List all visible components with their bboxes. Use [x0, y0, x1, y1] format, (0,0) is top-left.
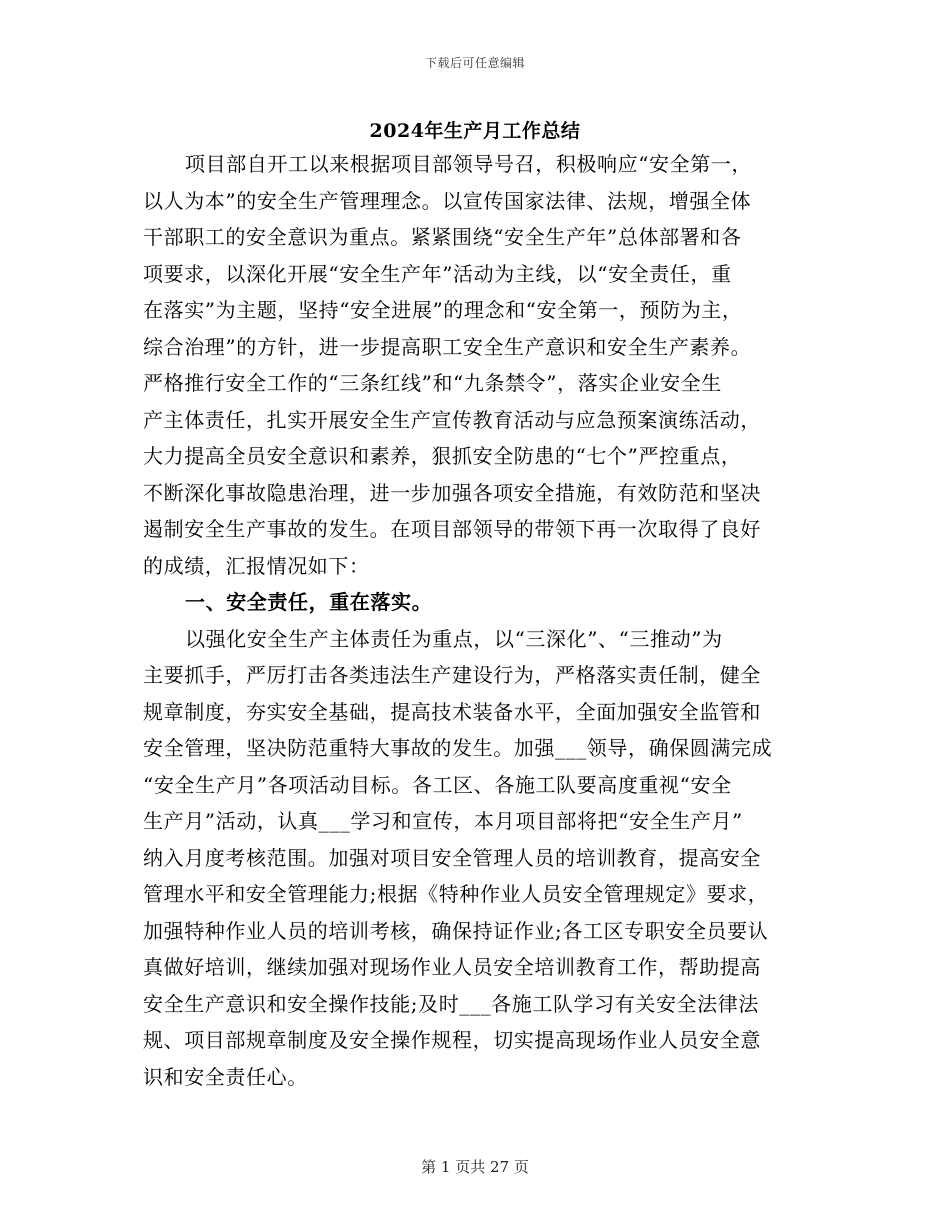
- paragraph-line: 识和安全责任心。: [143, 1064, 308, 1089]
- paragraph-line: 安全生产意识和安全操作技能;及时___各施工队学习有关安全法律法: [143, 991, 759, 1016]
- paragraph-line: 项要求，以深化开展“安全生产年”活动为主线，以“安全责任，重: [143, 261, 732, 286]
- page-footer: 第 1 页共 27 页: [421, 1158, 529, 1176]
- paragraph-line: 的成绩，汇报情况如下：: [143, 553, 370, 578]
- paragraph-line: 生产月”活动，认真___学习和宣传，本月项目部将把“安全生产月”: [143, 809, 743, 833]
- paragraph-line: 在落实”为主题，坚持“安全进展”的理念和“安全第一，预防为主，: [143, 298, 743, 322]
- document-title: 2024年生产月工作总结: [369, 120, 581, 142]
- paragraph-line: 产主体责任，扎实开展安全生产宣传教育活动与应急预案演练活动，: [143, 407, 761, 432]
- paragraph-line: 规、项目部规章制度及安全操作规程，切实提高现场作业人员安全意: [143, 1028, 761, 1052]
- paragraph-line: 以人为本”的安全生产管理理念。以宣传国家法律、法规，增强全体: [143, 188, 752, 213]
- paragraph-line: 遏制安全生产事故的发生。在项目部领导的带领下再一次取得了良好: [143, 517, 761, 541]
- paragraph-line: 加强特种作业人员的培训考核，确保持证作业;各工区专职安全员要认: [143, 918, 769, 943]
- paragraph-line: 不断深化事故隐患治理，进一步加强各项安全措施，有效防范和坚决: [143, 480, 761, 505]
- paragraph-line: 大力提高全员安全意识和素养，狠抓安全防患的“七个”严控重点，: [143, 444, 742, 468]
- section-heading: 一、安全责任，重在落实。: [185, 590, 433, 614]
- paragraph-line: 规章制度，夯实安全基础，提高技术装备水平，全面加强安全监管和: [143, 699, 761, 724]
- paragraph-line: 综合治理”的方针，进一步提高职工安全生产意识和安全生产素养。: [143, 334, 752, 359]
- paragraph-line: 纳入月度考核范围。加强对项目安全管理人员的培训教育，提高安全: [143, 845, 761, 870]
- paragraph-line: 管理水平和安全管理能力;根据《特种作业人员安全管理规定》要求，: [143, 882, 769, 906]
- paragraph-line: 主要抓手，严厉打击各类违法生产建设行为，严格落实责任制，健全: [143, 663, 761, 687]
- paragraph-line: “安全生产月”各项活动目标。各工区、各施工队要高度重视“安全: [143, 772, 732, 797]
- paragraph-line: 干部职工的安全意识为重点。紧紧围绕“安全生产年”总体部署和各: [143, 225, 742, 249]
- paragraph-line: 真做好培训，继续加强对现场作业人员安全培训教育工作，帮助提高: [143, 955, 761, 979]
- paragraph-line: 以强化安全生产主体责任为重点，以“三深化”、“三推动”为: [185, 626, 723, 651]
- header-note: 下载后可任意编辑: [424, 56, 525, 70]
- document-body: [143, 146, 808, 1095]
- paragraph-line: 项目部自开工以来根据项目部领导号召，积极响应“安全第一，: [185, 152, 753, 176]
- paragraph-line: 安全管理，坚决防范重特大事故的发生。加强___领导，确保圆满完成: [143, 736, 773, 760]
- paragraph-line: 严格推行安全工作的“三条红线”和“九条禁令”，落实企业安全生: [143, 371, 722, 395]
